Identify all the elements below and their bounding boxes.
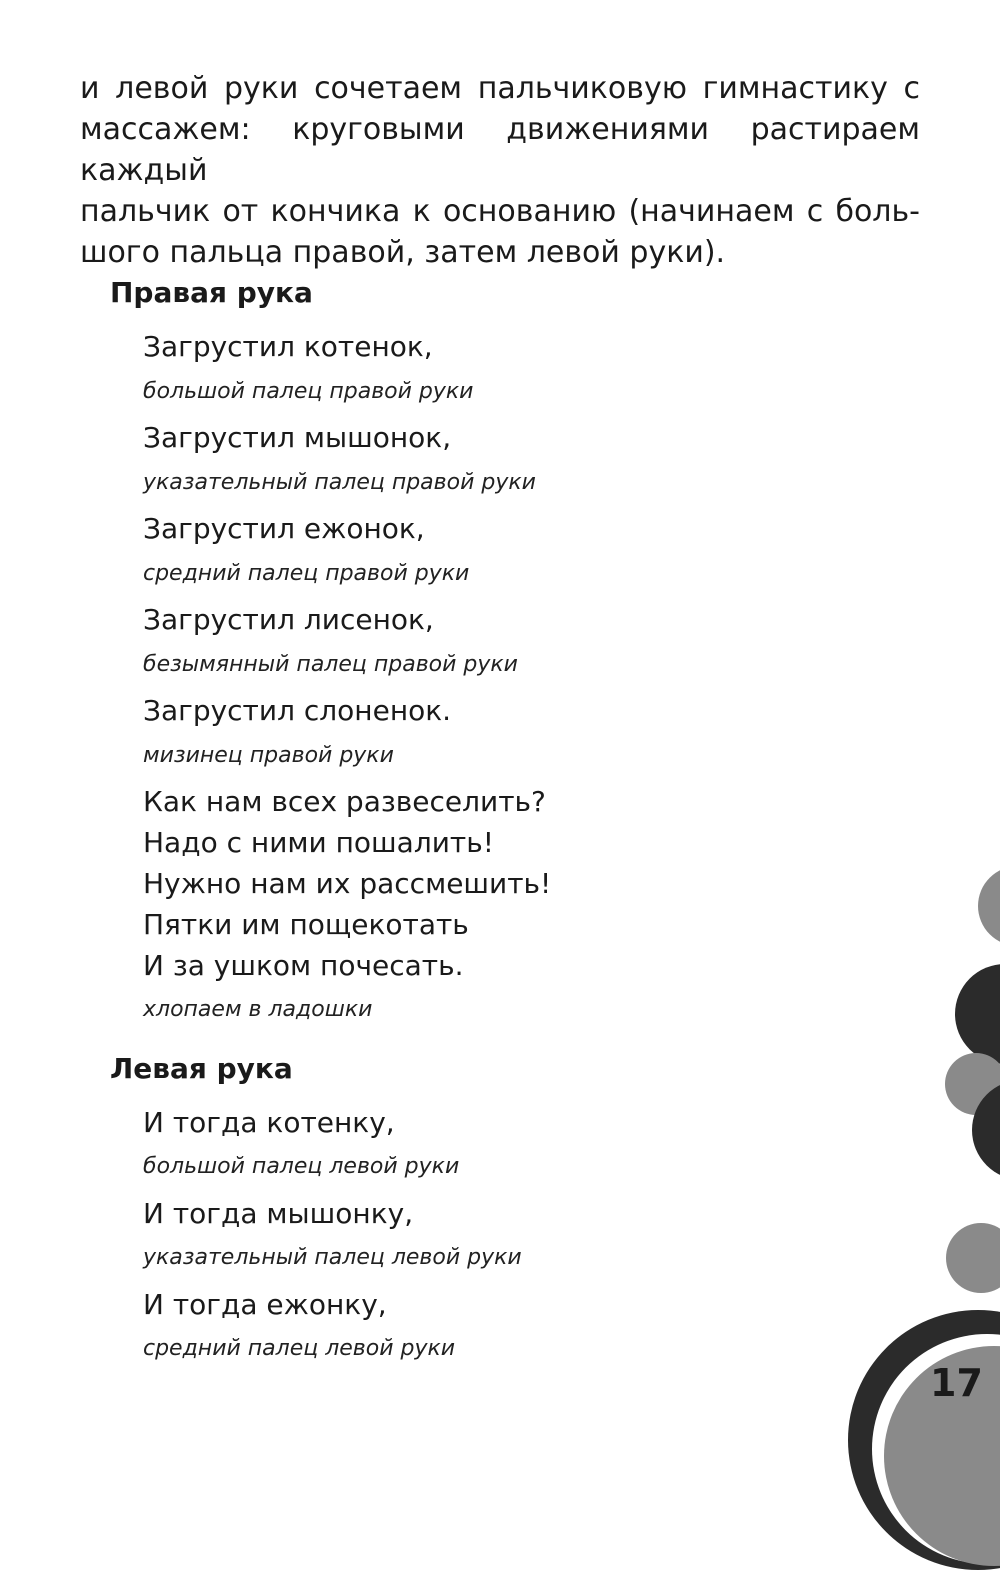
verse-line: Как нам всех развеселить? <box>143 785 546 818</box>
verse-line: И тогда мышонку, <box>143 1197 414 1230</box>
verse-line: И тогда ежонку, <box>143 1288 387 1321</box>
page-number: 17 <box>930 1361 983 1405</box>
verse-line: Загрустил ежонок, <box>143 512 425 545</box>
gesture-note: безымянный палец правой руки <box>143 652 518 677</box>
gesture-note: средний палец правой руки <box>143 561 470 586</box>
intro-paragraph <box>80 68 920 273</box>
left-hand-heading: Левая рука <box>110 1052 293 1085</box>
verse-line: И тогда котенку, <box>143 1106 395 1139</box>
gesture-note: средний палец левой руки <box>143 1336 456 1361</box>
verse-line: Загрустил лисенок, <box>143 603 434 636</box>
verse-line: Нужно нам их рассмешить! <box>143 867 552 900</box>
decor-circle-gray <box>978 866 1000 946</box>
gesture-note: большой палец левой руки <box>143 1154 460 1179</box>
verse-line: И за ушком почесать. <box>143 949 464 982</box>
gesture-note: мизинец правой руки <box>143 743 394 768</box>
gesture-note: указательный палец правой руки <box>143 470 536 495</box>
verse-line: Загрустил слоненок. <box>143 694 452 727</box>
verse-line: Надо с ними пошалить! <box>143 826 494 859</box>
decor-circle-dark <box>955 964 1000 1064</box>
right-hand-heading: Правая рука <box>110 276 313 309</box>
decor-circle-gray <box>946 1223 1000 1293</box>
intro-line: массажем: круговыми движениями растираем каждый <box>80 112 920 188</box>
gesture-note: хлопаем в ладошки <box>143 997 373 1022</box>
gesture-note: большой палец правой руки <box>143 379 474 404</box>
verse-line: Загрустил котенок, <box>143 330 433 363</box>
verse-line: Загрустил мышонок, <box>143 421 452 454</box>
intro-line: пальчик от кончика к основанию (начинаем с боль- <box>80 194 920 229</box>
gesture-note: указательный палец левой руки <box>143 1245 522 1270</box>
intro-line: шого пальца правой, затем левой руки). <box>80 235 726 270</box>
verse-line: Пятки им пощекотать <box>143 908 469 941</box>
intro-line: и левой руки сочетаем пальчиковую гимнастику с <box>80 71 920 106</box>
